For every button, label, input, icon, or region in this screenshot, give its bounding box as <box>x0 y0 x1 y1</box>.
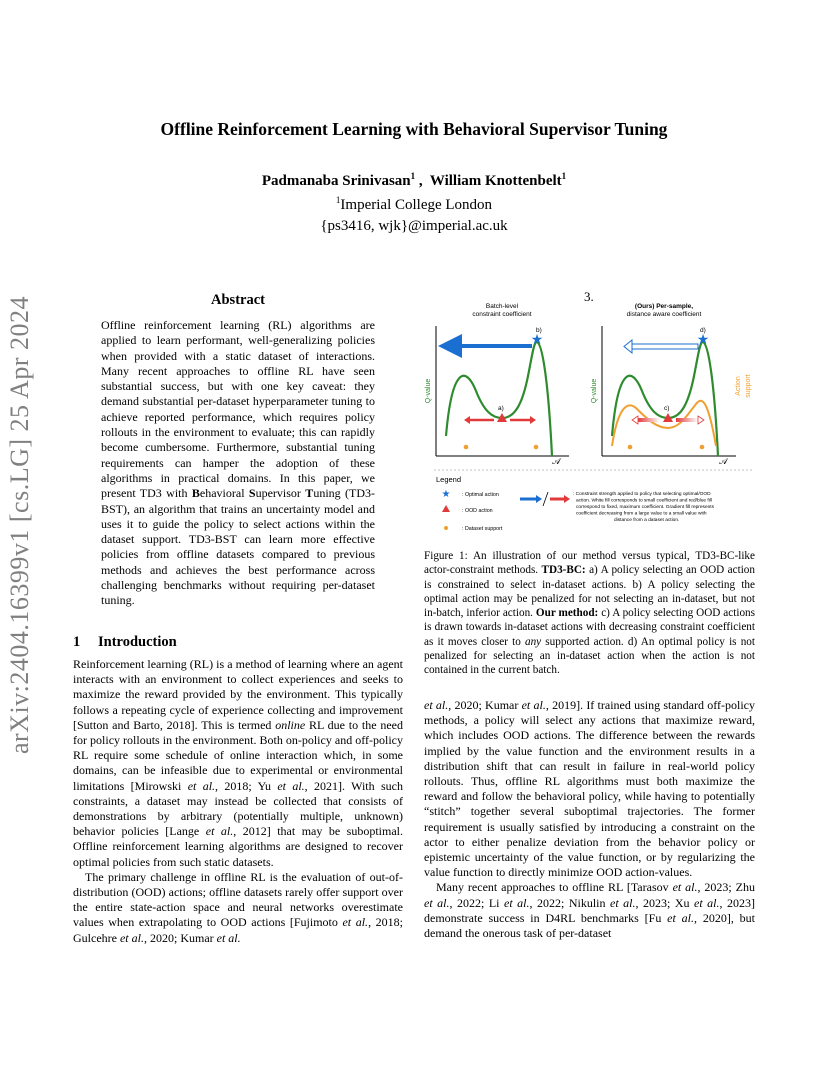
support-axis-label: support <box>745 374 752 398</box>
abstract-body: Offline reinforcement learning (RL) algorithms are applied to learn performant, well-generalizing policies when provided with a static dataset of interactions. Many recent approaches to offline RL have seen substantial success, but with one key caveat: they demand substantial per-dataset hyperparameter tuning to achieve reported performance, which requires policy rollouts in the environment to evaluate; this can rapidly become cumbersome. Furthermore, substantial tuning requirements can hamper the adoption of these algorithms in practical domains. In this paper, we present TD3 with Behavioral Supervisor Tuning (TD3-BST), an algorithm that trains an uncertainty model and uses it to guide the policy to select actions within the dataset support. TD3-BST can learn more effective policies from offline datasets compared to previous methods and achieves the best performance across challenging benchmarks without requiring per-dataset tuning. <box>101 318 376 608</box>
legend-label: : Optimal action <box>462 492 499 498</box>
affil-mark: 1 <box>335 195 341 205</box>
author-affil-mark: 1 <box>410 171 416 181</box>
panel-title: distance aware coefficient <box>626 311 702 318</box>
panel-title: Batch-level <box>485 303 519 310</box>
legend-triangle-icon <box>442 505 450 512</box>
point-label: d) <box>700 327 706 334</box>
figure-number-mark: 3. <box>584 289 594 304</box>
point-label: a) <box>498 405 504 412</box>
section-heading: 1 Introduction <box>73 634 177 650</box>
intro-right-column <box>424 698 755 941</box>
paragraph: Many recent approaches to offline RL [Tarasov et al., 2023; Zhu et al., 2022; Li et al., 2022; Nikulin et al., 2023; Xu et al., 2023] demonstrate success in D4RL benchmarks [Fu et al., 2020], but demand the onerous task of per-dataset <box>424 880 755 941</box>
legend-title: Legend <box>436 475 462 484</box>
x-axis-label: 𝒜 <box>552 457 561 467</box>
optimal-action-icon: ★ <box>530 332 544 348</box>
author-name: William Knottenbelt <box>429 173 562 189</box>
paper-title: Offline Reinforcement Learning with Behavioral Supervisor Tuning <box>160 119 668 139</box>
q-curve <box>446 342 552 456</box>
legend-label: coefficient decreasing from a large value to a small value with <box>576 511 707 517</box>
legend-arrow-icon <box>536 495 542 503</box>
author-affil-mark: 1 <box>561 171 567 181</box>
legend-label: : Constraint strength applied to policy that selecting optimal/OOD <box>573 492 711 497</box>
figure-caption: Figure 1: An illustration of our method versus typical, TD3-BC-like actor-constraint methods. TD3-BC: a) A policy selecting an OOD action is constrained to select in-dataset actions. b) A policy selecting the optimal action may be penalized for not selecting an in-dataset, but not in-batch, inferior action. Our method: c) A policy selecting OOD actions is drawn towards in-dataset actions with decreasing constraint coefficient as it moves closer to any supported action. d) An optimal policy is not penalized for selecting an in-dataset action when the action is not contained in the current batch. <box>424 550 755 677</box>
author-name: Padmanaba Srinivasan <box>261 173 411 189</box>
affil-name: Imperial College London <box>340 197 493 213</box>
panel-title: constraint coefficient <box>472 311 532 318</box>
author-list <box>0 173 828 190</box>
point-label: c) <box>664 405 670 412</box>
legend-label: : Dataset support <box>462 526 503 532</box>
dataset-support-dot <box>628 445 633 450</box>
legend-label: correspond to fixed, maximum coefficient. Gradient fill represents <box>576 505 715 510</box>
support-axis-label: Action <box>735 376 742 396</box>
paragraph: Reinforcement learning (RL) is a method of learning where an agent interacts with an environment to collect experiences and seeks to maximize the reward provided by the environment. This typically follows a repeating cycle of experience collecting and improvement [Sutton and Barto, 2018]. This is termed online RL due to the need for policy rollouts in the environment. Both on-policy and off-policy RL require some schedule of online interaction which, in some domains, can be infeasible due to experimental or environmental limitations [Mirowski et al., 2018; Yu et al., 2021]. With such constraints, a dataset may instead be collected that consists of demonstrations by arbitrary (potentially multiple, unknown) behavior policies [Lange et al., 2012] that may be suboptimal. Offline reinforcement learning algorithms are designed to recover optimal policies from such static datasets. <box>73 657 403 869</box>
affiliation <box>0 197 828 214</box>
author-email: {ps3416, wjk}@imperial.ac.uk <box>320 218 508 234</box>
legend-label: : OOD action <box>462 508 493 514</box>
y-axis-label: Q-value <box>591 378 598 404</box>
legend-dot-icon <box>444 526 448 530</box>
legend-label: action. White fill corresponds to small coefficient and red/blue fill <box>576 498 712 504</box>
dataset-support-dot <box>700 445 705 450</box>
paragraph: et al., 2020; Kumar et al., 2019]. If trained using standard off-policy methods, a policy will select any actions that maximize reward, which includes OOD actions. The difference between the rewards implied by the value function and the environment results in a distribution shift that can result in failure in real-world policy rollouts. Thus, offline RL algorithms must both maximize the reward and follow the behavioral policy, while having to potentially “stitch” together several suboptimal trajectories. The former requirement is usually satisfied by introducing a constraint on the actor to either penalize deviation from the behavior policy or epistemic uncertainty of the value function, or by regularizing the value function to directly minimize OOD action-values. <box>424 698 755 880</box>
constraint-arrow <box>638 418 660 422</box>
optimal-action-icon: ★ <box>696 332 710 348</box>
dataset-support-dot <box>464 445 469 450</box>
q-curve <box>612 342 718 456</box>
abstract-heading: Abstract <box>211 292 265 308</box>
dataset-support-dot <box>534 445 539 450</box>
constraint-arrow <box>632 344 698 349</box>
point-label: b) <box>536 327 542 334</box>
x-axis-label: 𝒜 <box>719 457 728 467</box>
figure-illustration <box>424 296 759 541</box>
y-axis-label: Q-value <box>425 378 432 404</box>
panel-title: (Ours) Per-sample, <box>634 303 694 310</box>
author-separator: , <box>415 173 430 189</box>
legend-label: distance from a dataset action. <box>614 518 680 523</box>
intro-left-column <box>73 657 403 946</box>
legend-star-icon: ★ <box>441 489 451 500</box>
paragraph: The primary challenge in offline RL is the evaluation of out-of-distribution (OOD) actions; offline datasets rarely offer support over the entire state-action space and neural networks overestimate values when extrapolating to OOD actions [Fujimoto et al., 2018; Gulcehre et al., 2020; Kumar et al. <box>73 869 403 945</box>
